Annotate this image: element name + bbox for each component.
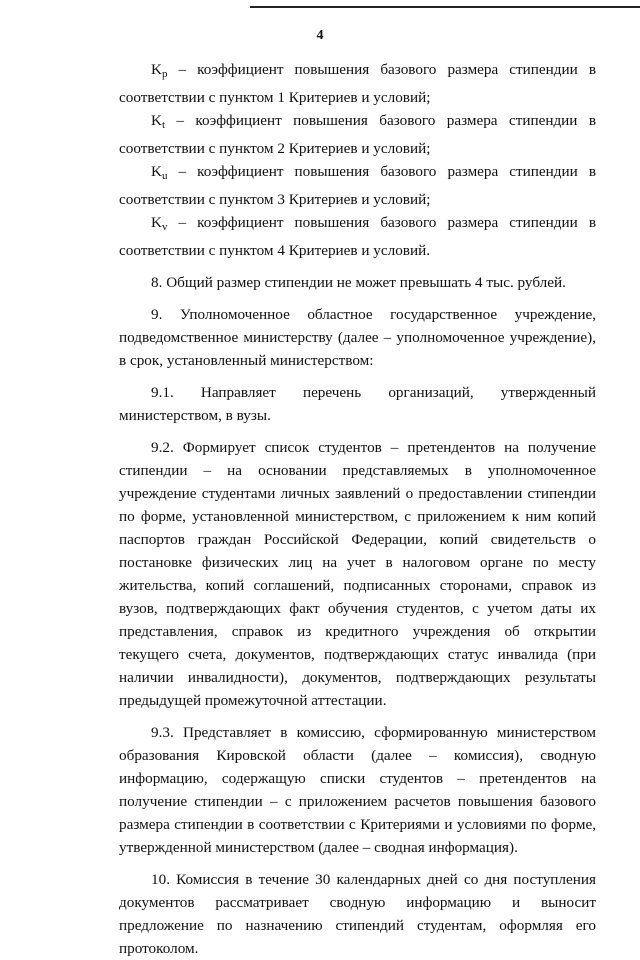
coefficient-subscript: t: [161, 119, 166, 131]
coefficient-kt: [119, 109, 596, 160]
coefficient-symbol: K: [151, 112, 162, 129]
coefficient-kv: [119, 211, 596, 262]
coefficient-symbol: K: [151, 61, 162, 78]
paragraph-9-3: 9.3. Представляет в комиссию, сформированную министерством образования Кировской области (далее – комиссия), сводную информацию, содержащую списки студентов – претендентов на получение стипендии – с приложением расчетов повышения базового размера стипендии в соответствии с Критериями и условиями по форме, утвержденной министерством (далее – сводная информация).: [119, 724, 596, 856]
top-rule: [250, 6, 640, 8]
coefficient-kp: [119, 58, 596, 109]
paragraph-9: 9. Уполномоченное областное государственное учреждение, подведомственное министерству (далее – уполномоченное учреждение), в срок, установленный министерством:: [119, 306, 596, 369]
coefficient-subscript: v: [161, 221, 168, 233]
coefficient-subscript: u: [161, 170, 168, 182]
page-number: 4: [316, 28, 324, 43]
document-body: [119, 58, 596, 960]
paragraph-9-1: 9.1. Направляет перечень организаций, утвержденный министерством, в вузы.: [119, 384, 596, 424]
paragraph-8: 8. Общий размер стипендии не может превышать 4 тыс. рублей.: [151, 274, 566, 291]
paragraph-9-2: 9.2. Формирует список студентов – претендентов на получение стипендии – на основании представляемых в уполномоченное учреждение студентами личных заявлений о предоставлении стипендии по форме, установленной министерством, с приложением к ним копий паспортов граждан Российской Федерации, копий свидетельств о постановке физических лиц на учет в налоговом органе по месту жительства, копий соглашений, подписанных сторонами, справок из вузов, подтверждающих факт обучения студентов, с учетом даты их представления, справок из кредитного учреждения об открытии текущего счета, документов, подтверждающих статус инвалида (при наличии инвалидности), документов, подтверждающих результаты предыдущей промежуточной аттестации.: [119, 439, 596, 709]
coefficient-text: – коэффициент повышения базового размера стипендии в соответствии с пунктом 4 Критериев и условий.: [119, 214, 596, 259]
coefficient-text: – коэффициент повышения базового размера стипендии в соответствии с пунктом 2 Критериев и условий;: [119, 112, 596, 157]
coefficient-symbol: K: [151, 163, 162, 180]
coefficient-ku: [119, 160, 596, 211]
coefficient-subscript: p: [161, 68, 168, 80]
paragraph-10: 10. Комиссия в течение 30 календарных дней со дня поступления документов рассматривает сводную информацию и выносит предложение по назначению стипендий студентам, оформляя его протоколом.: [119, 871, 596, 957]
coefficient-text: – коэффициент повышения базового размера стипендии в соответствии с пунктом 3 Критериев и условий;: [119, 163, 596, 208]
coefficient-symbol: K: [151, 214, 162, 231]
coefficient-text: – коэффициент повышения базового размера стипендии в соответствии с пунктом 1 Критериев и условий;: [119, 61, 596, 106]
